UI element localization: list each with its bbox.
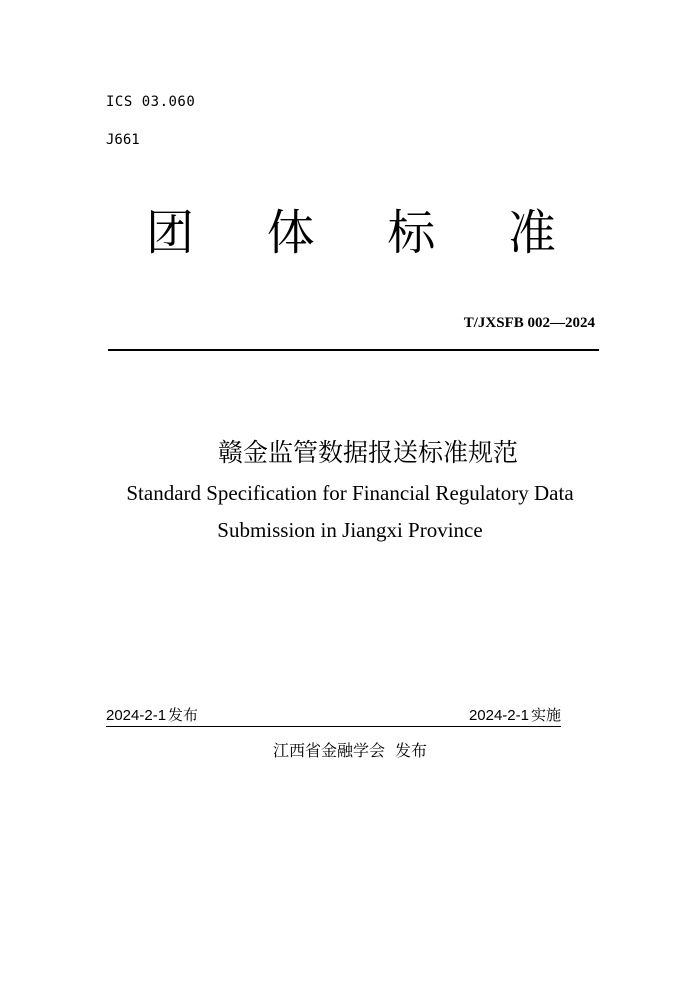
doc-type-char: 团 (146, 205, 195, 261)
publisher-action: 发布 (395, 741, 428, 760)
effective-date-group (469, 704, 561, 725)
title-chinese: 赣金监管数据报送标准规范 (217, 438, 518, 467)
date-line (106, 704, 561, 727)
doc-type-char: 准 (507, 205, 556, 261)
standard-number: T/JXSFB 002—2024 (463, 315, 595, 331)
publisher-name: 江西省金融学会 (272, 741, 385, 760)
issue-date: 2024-2-1 (106, 707, 167, 724)
doc-type-char: 标 (387, 205, 436, 261)
doc-type-char: 体 (266, 205, 315, 261)
header-divider (108, 349, 599, 351)
effective-date: 2024-2-1 (468, 707, 529, 724)
title-english-line2: Submission in Jiangxi Province (217, 518, 483, 542)
effective-label: 实施 (530, 706, 561, 724)
ccs-code: J661 (106, 132, 140, 148)
title-english-line1: Standard Specification for Financial Regulatory Data (126, 481, 574, 505)
document-type-heading (106, 200, 596, 266)
ics-code: ICS 03.060 (106, 94, 196, 110)
publisher-line (0, 738, 700, 761)
issue-date-group (106, 704, 198, 725)
issue-label: 发布 (168, 706, 199, 724)
